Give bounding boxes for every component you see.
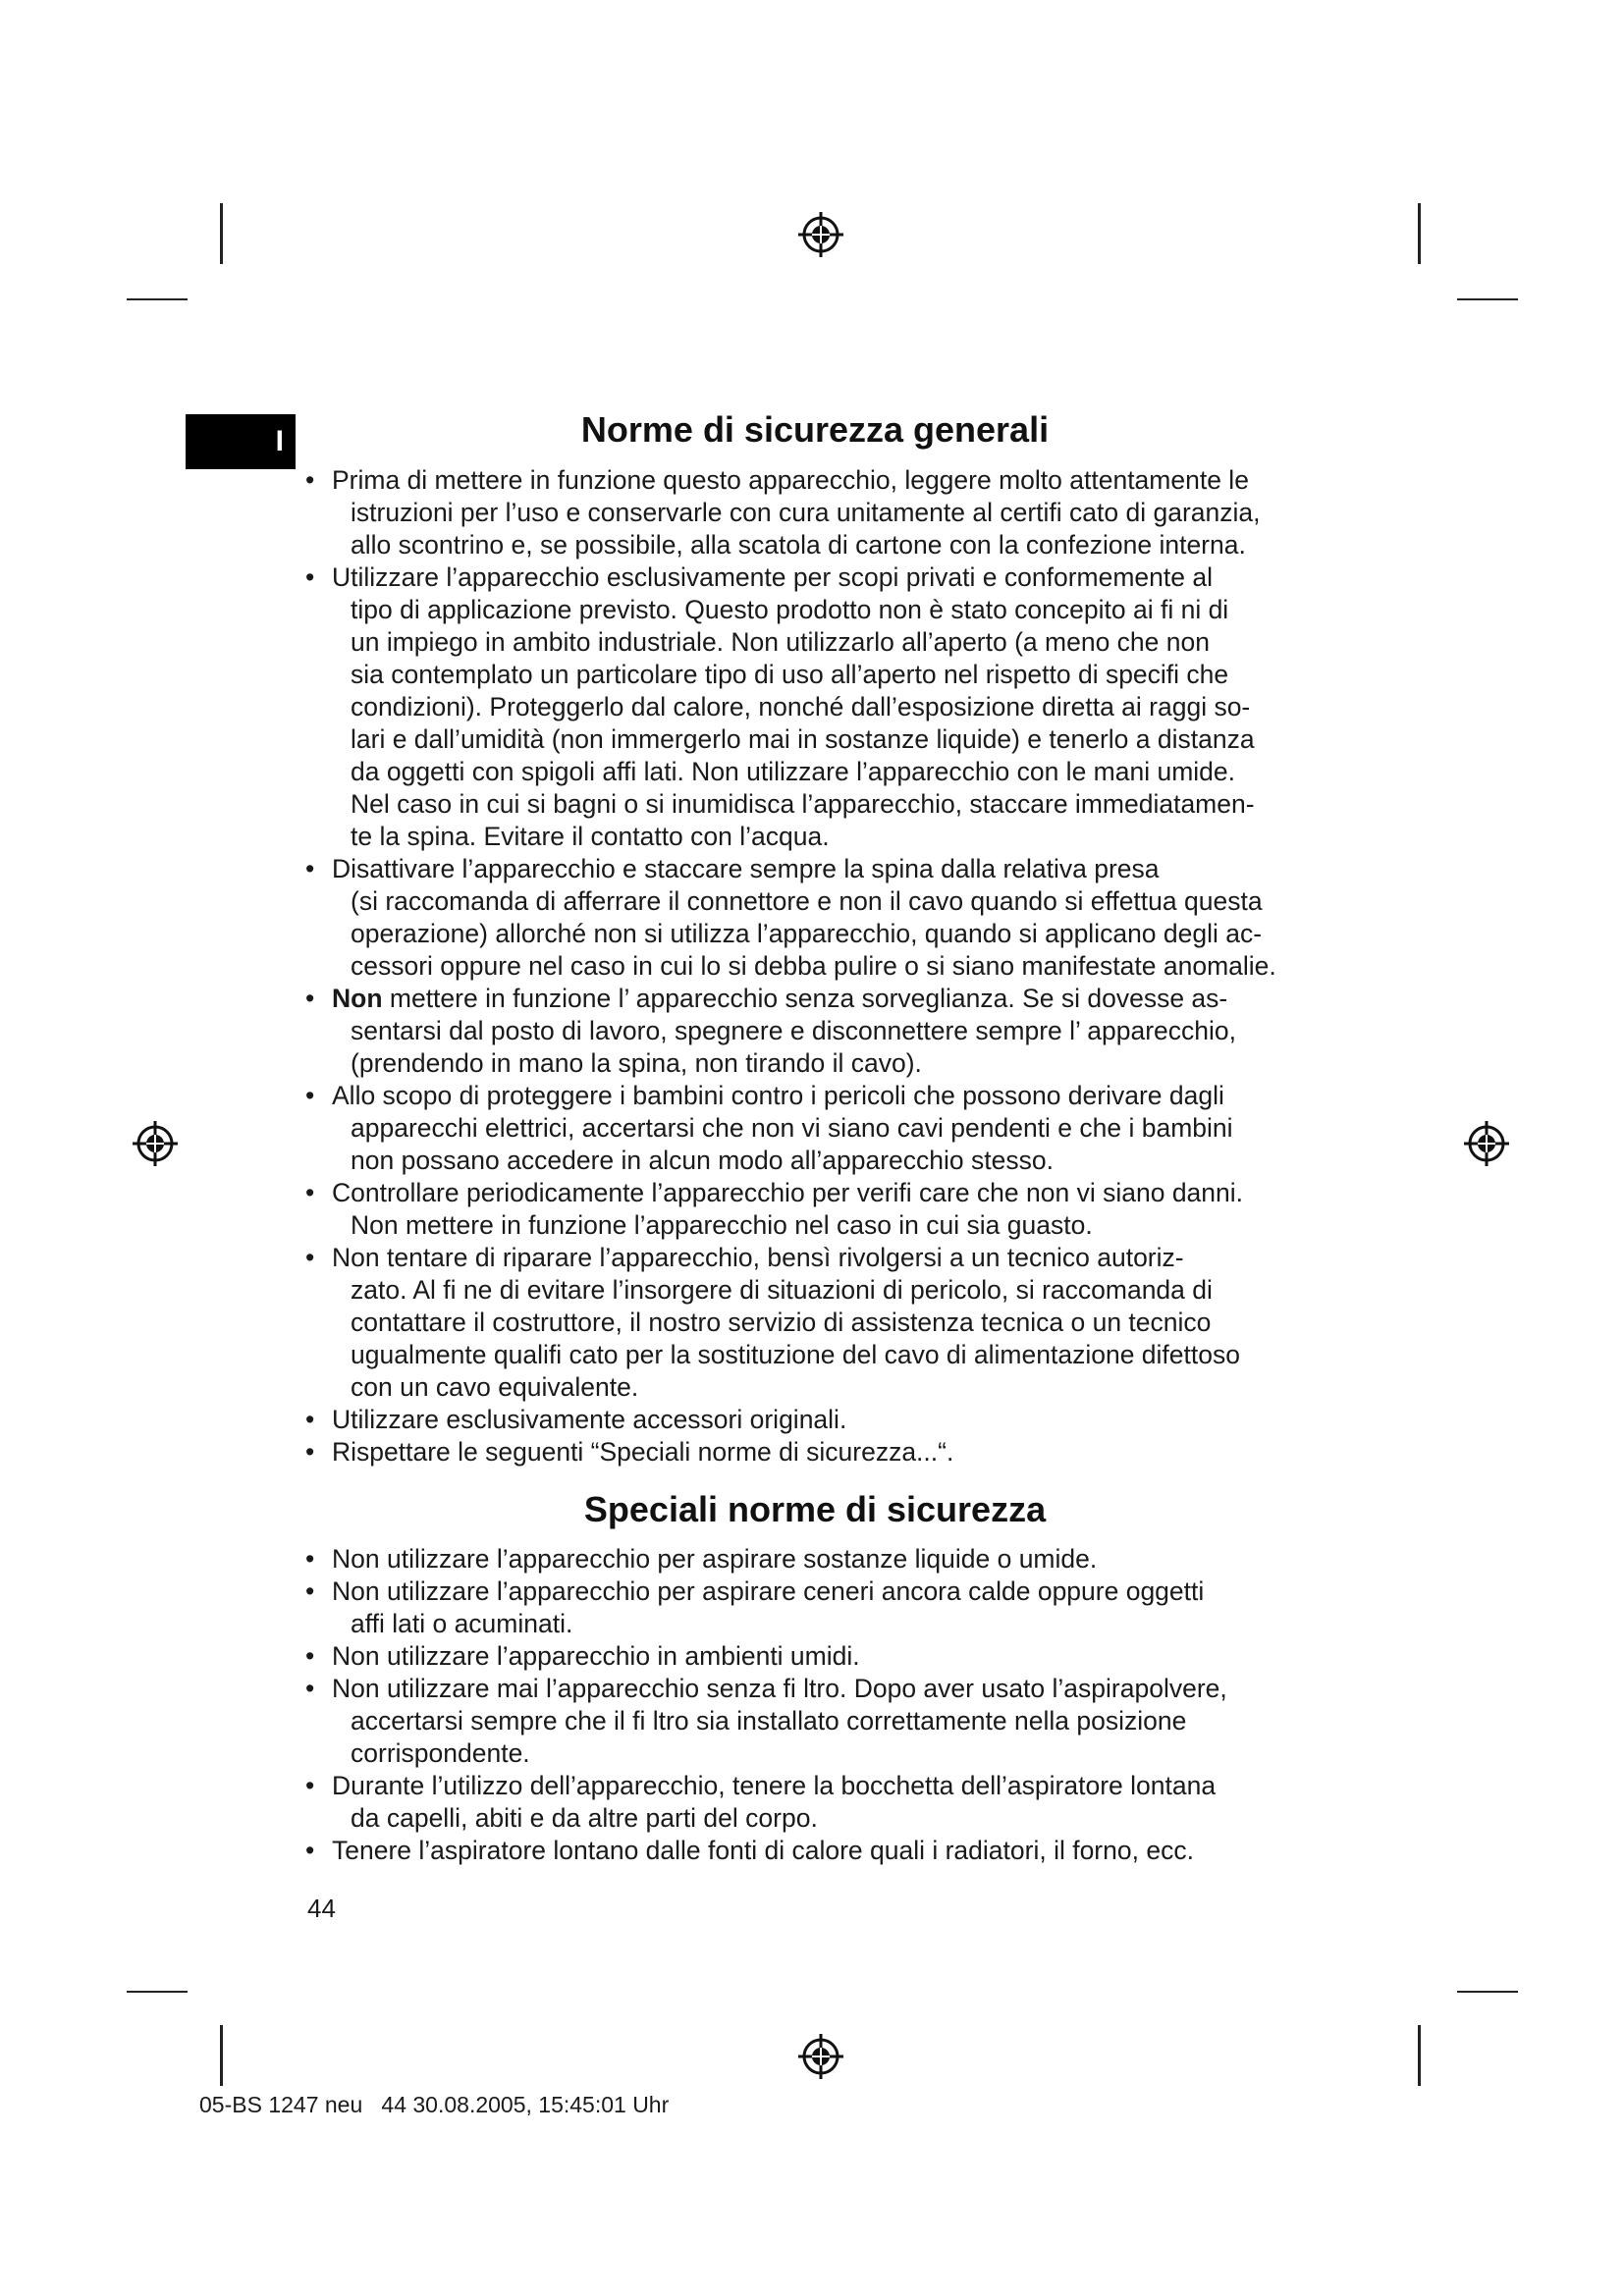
crop-mark-bottom-left-h [127,1991,188,1993]
crop-mark-top-left [220,203,223,264]
general-safety-list [305,464,1346,1468]
list-item: • Allo scopo di proteggere i bambini contro i pericoli che possono derivare dagli apparecchi elettrici, accertarsi che non vi siano cavi pendenti e che i bambini non possano accedere in alcun modo all’apparecchio stesso. [305,1080,1346,1177]
list-item: • Non utilizzare mai l’apparecchio senza fi ltro. Dopo aver usato l’aspirapolvere, accertarsi sempre che il fi ltro sia installato correttamente nella posizione corrispondente. [305,1673,1346,1770]
registration-mark-icon [797,211,844,258]
list-item: • Non utilizzare l’apparecchio in ambienti umidi. [305,1640,1346,1673]
registration-mark-icon [1463,1120,1510,1167]
special-safety-list [305,1543,1346,1867]
list-item: • Rispettare le seguenti “Speciali norme di sicurezza...“. [305,1436,1346,1468]
crop-mark-bottom-right [1418,2025,1421,2086]
registration-mark-icon [132,1120,179,1167]
section-title-special-safety: Speciali norme di sicurezza [583,1489,1047,1529]
crop-mark-top-left-h [127,298,188,300]
crop-mark-bottom-right-h [1457,1991,1518,1993]
language-tab: I [186,414,296,469]
list-item: • Non mettere in funzione l’ apparecchio senza sorveglianza. Se si dovesse as- sentarsi dal posto di lavoro, spegnere e disconnettere sempre l’ apparecchio, (prendendo in mano la spina, non tirando il cavo). [305,983,1346,1080]
crop-mark-top-right [1418,203,1421,264]
list-item: • Utilizzare l’apparecchio esclusivamente per scopi privati e conformemente al tipo di applicazione previsto. Questo prodotto non è stato concepito ai fi ni di un impiego in ambito industriale. Non utilizzarlo all’aperto (a meno che non sia contemplato un particolare tipo di uso all’aperto nel rispetto di specifi che condizioni). Proteggerlo dal calore, nonché dall’esposizione diretta ai raggi so- lari e dall’umidità (non immergerlo mai in sostanze liquide) e tenerlo a distanza da oggetti con spigoli affi lati. Non utilizzare l’apparecchio con le mani umide. Nel caso in cui si bagni o si inumidisca l’apparecchio, staccare immediatamen- te la spina. Evitare il contatto con l’acqua. [305,561,1346,853]
list-item: • Utilizzare esclusivamente accessori originali. [305,1404,1346,1436]
registration-mark-icon [797,2033,844,2080]
crop-mark-top-right-h [1457,298,1518,300]
list-item: • Non tentare di riparare l’apparecchio, bensì rivolgersi a un tecnico autoriz- zato. Al fi ne di evitare l’insorgere di situazioni di pericolo, si raccomanda di contattare il costruttore, il nostro servizio di assistenza tecnica o un tecnico ugualmente qualifi cato per la sostituzione del cavo di alimentazione difettoso con un cavo equivalente. [305,1242,1346,1404]
crop-mark-bottom-left [220,2025,223,2086]
list-item: • Disattivare l’apparecchio e staccare sempre la spina dalla relativa presa (si raccomanda di afferrare il connettore e non il cavo quando si effettua questa operazione) allorché non si utilizza l’apparecchio, quando si applicano degli ac- cessori oppure nel caso in cui lo si debba pulire o si siano manifestate anomalie. [305,853,1346,983]
list-item: • Non utilizzare l’apparecchio per aspirare ceneri ancora calde oppure oggetti affi lati o acuminati. [305,1575,1346,1640]
list-item: • Controllare periodicamente l’apparecchio per verifi care che non vi siano danni. Non mettere in funzione l’apparecchio nel caso in cui sia guasto. [305,1177,1346,1242]
list-item: • Durante l’utilizzo dell’apparecchio, tenere la bocchetta dell’aspiratore lontana da capelli, abiti e da altre parti del corpo. [305,1770,1346,1835]
list-item: • Non utilizzare l’apparecchio per aspirare sostanze liquide o umide. [305,1543,1346,1575]
section-title-general-safety: Norme di sicurezza generali [580,409,1050,450]
print-footer: 05-BS 1247 neu 44 30.08.2005, 15:45:01 Uhr [199,2092,670,2117]
list-item: • Prima di mettere in funzione questo apparecchio, leggere molto attentamente le istruzioni per l’uso e conservarle con cura unitamente al certifi cato di garanzia, allo scontrino e, se possibile, alla scatola di cartone con la confezione interna. [305,464,1346,561]
list-item: • Tenere l’aspiratore lontano dalle fonti di calore quali i radiatori, il forno, ecc. [305,1835,1346,1867]
page-number: 44 [307,1894,336,1923]
